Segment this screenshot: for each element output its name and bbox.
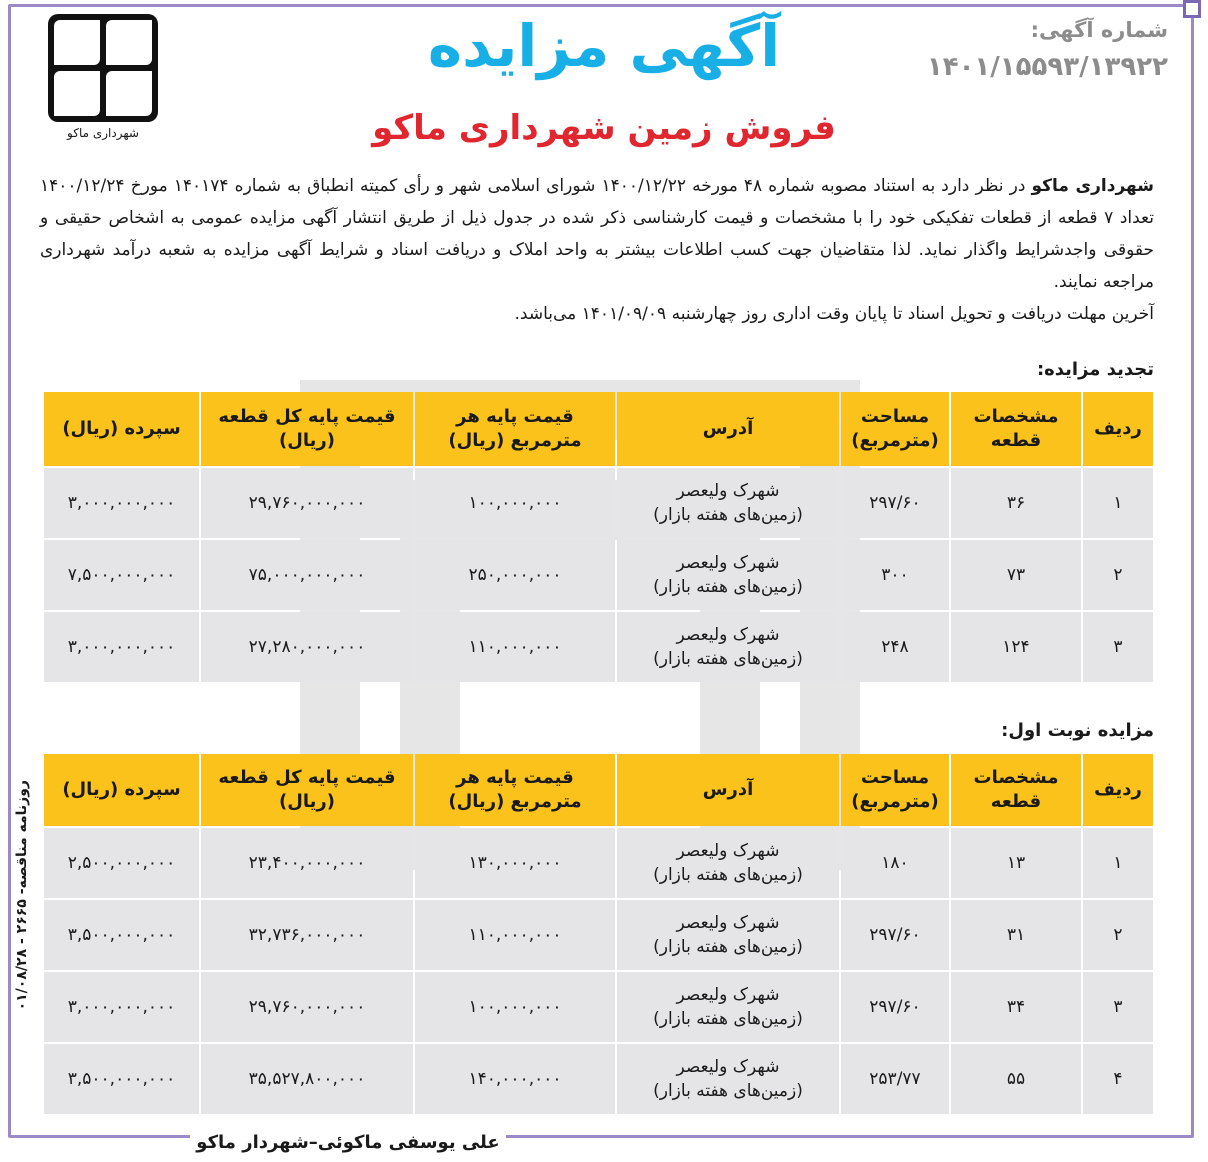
table-cell: ۱۳	[951, 828, 1081, 898]
table-cell: ۲۷,۲۸۰,۰۰۰,۰۰۰	[201, 612, 413, 682]
renewed-auction-table	[42, 390, 1155, 684]
ad-number: ۱۴۰۱/۱۵۵۹۳/۱۳۹۲۲	[926, 52, 1168, 82]
table-cell: ۳۵,۵۲۷,۸۰۰,۰۰۰	[201, 1044, 413, 1114]
col-header: ردیف	[1083, 392, 1153, 466]
intro-text: در نظر دارد به استناد مصوبه شماره ۴۸ مورخه ۱۴۰۰/۱۲/۲۲ شورای اسلامی شهر و رأی کمیته انطباق به شماره ۱۴۰۱۷۴ مورخ ۱۴۰۰/۱۲/۲۴ تعداد ۷ قطعه از قطعات تفکیکی خود را با مشخصات و قیمت کارشناسی ذکر شده در جدول ذیل از طریق انتشار آگهی مزایده عمومی به اشخاص حقیقی و حقوقی واجدشرایط واگذار نماید. لذا متقاضیان جهت کسب اطلاعات بیشتر به واحد املاک و دریافت اسناد و شرایط آگهی مزایده به شعبه درآمد شهرداری مراجعه نمایند.	[40, 176, 1154, 292]
table-row	[44, 612, 1153, 682]
table-cell: شهرک ولیعصر (زمین‌های هفته بازار)	[617, 972, 839, 1042]
first-auction-table	[42, 752, 1155, 1116]
table-cell: ۲۹۷/۶۰	[841, 468, 949, 538]
col-header: قیمت پایه کل قطعه (ریال)	[201, 392, 413, 466]
table-cell: شهرک ولیعصر (زمین‌های هفته بازار)	[617, 612, 839, 682]
col-header: سپرده (ریال)	[44, 392, 199, 466]
table-cell: ۱۲۴	[951, 612, 1081, 682]
table-cell: ۳,۰۰۰,۰۰۰,۰۰۰	[44, 468, 199, 538]
table-cell: ۳۰۰	[841, 540, 949, 610]
table-cell: ۲۵۰,۰۰۰,۰۰۰	[415, 540, 615, 610]
table-cell: ۱۴۰,۰۰۰,۰۰۰	[415, 1044, 615, 1114]
table-cell: ۱	[1083, 828, 1153, 898]
table-cell: ۳۴	[951, 972, 1081, 1042]
table-cell: ۳	[1083, 972, 1153, 1042]
table-row	[44, 1044, 1153, 1114]
table-cell: ۲۹,۷۶۰,۰۰۰,۰۰۰	[201, 468, 413, 538]
table-cell: ۲۹,۷۶۰,۰۰۰,۰۰۰	[201, 972, 413, 1042]
renewed-auction-title: تجدید مزایده:	[1036, 359, 1154, 380]
table-header-row	[44, 392, 1153, 466]
table-row	[44, 828, 1153, 898]
table-cell: ۳۶	[951, 468, 1081, 538]
table-row	[44, 972, 1153, 1042]
table-row	[44, 468, 1153, 538]
col-header: قیمت پایه هر مترمربع (ریال)	[415, 754, 615, 826]
col-header: قیمت پایه کل قطعه (ریال)	[201, 754, 413, 826]
table-cell: شهرک ولیعصر (زمین‌های هفته بازار)	[617, 540, 839, 610]
table-cell: ۳,۵۰۰,۰۰۰,۰۰۰	[44, 1044, 199, 1114]
table-cell: ۷۵,۰۰۰,۰۰۰,۰۰۰	[201, 540, 413, 610]
table-cell: ۲	[1083, 900, 1153, 970]
table-cell: ۳,۰۰۰,۰۰۰,۰۰۰	[44, 972, 199, 1042]
intro-deadline: آخرین مهلت دریافت و تحویل اسناد تا پایان وقت اداری روز چهارشنبه ۱۴۰۱/۰۹/۰۹ می‌باشد.	[514, 304, 1154, 324]
newspaper-side-note: روزنامه مناقصه- ۲۶۶۵ - ۰۱/۰۸/۲۸	[14, 780, 30, 1011]
table-cell: ۴	[1083, 1044, 1153, 1114]
ad-number-label: شماره آگهی:	[1030, 18, 1168, 42]
logo-caption: شهرداری ماکو	[67, 126, 139, 140]
table-cell: ۳	[1083, 612, 1153, 682]
table-cell: شهرک ولیعصر (زمین‌های هفته بازار)	[617, 468, 839, 538]
logo-emblem-icon	[48, 14, 158, 122]
table-cell: ۱۰۰,۰۰۰,۰۰۰	[415, 972, 615, 1042]
table-cell: ۲۵۳/۷۷	[841, 1044, 949, 1114]
table-row	[44, 900, 1153, 970]
table-header-row	[44, 754, 1153, 826]
table-cell: ۱۳۰,۰۰۰,۰۰۰	[415, 828, 615, 898]
intro-paragraph	[40, 170, 1154, 330]
footer-signature: علی یوسفی ماکوئی–شهردار ماکو	[190, 1128, 506, 1156]
table-cell: ۱	[1083, 468, 1153, 538]
table-cell: ۱۰۰,۰۰۰,۰۰۰	[415, 468, 615, 538]
page-title: آگهی مزایده	[427, 12, 781, 80]
col-header: سپرده (ریال)	[44, 754, 199, 826]
table-cell: ۳۲,۷۳۶,۰۰۰,۰۰۰	[201, 900, 413, 970]
table-cell: ۷۳	[951, 540, 1081, 610]
table-cell: شهرک ولیعصر (زمین‌های هفته بازار)	[617, 900, 839, 970]
col-header: مساحت (مترمربع)	[841, 754, 949, 826]
table-cell: ۱۸۰	[841, 828, 949, 898]
municipality-logo	[40, 14, 166, 140]
table-row	[44, 540, 1153, 610]
table-cell: شهرک ولیعصر (زمین‌های هفته بازار)	[617, 1044, 839, 1114]
table-cell: شهرک ولیعصر (زمین‌های هفته بازار)	[617, 828, 839, 898]
table-cell: ۲۴۸	[841, 612, 949, 682]
table-cell: ۱۱۰,۰۰۰,۰۰۰	[415, 612, 615, 682]
table-cell: ۱۱۰,۰۰۰,۰۰۰	[415, 900, 615, 970]
table-cell: ۲,۵۰۰,۰۰۰,۰۰۰	[44, 828, 199, 898]
col-header: آدرس	[617, 392, 839, 466]
col-header: آدرس	[617, 754, 839, 826]
first-auction-title: مزایده نوبت اول:	[1001, 720, 1154, 741]
col-header: مشخصات قطعه	[951, 754, 1081, 826]
table-cell: ۵۵	[951, 1044, 1081, 1114]
page-subtitle: فروش زمین شهرداری ماکو	[372, 108, 836, 148]
table-cell: ۲۹۷/۶۰	[841, 900, 949, 970]
table-cell: ۳,۵۰۰,۰۰۰,۰۰۰	[44, 900, 199, 970]
table-cell: ۳,۰۰۰,۰۰۰,۰۰۰	[44, 612, 199, 682]
table-cell: ۲۳,۴۰۰,۰۰۰,۰۰۰	[201, 828, 413, 898]
col-header: مساحت (مترمربع)	[841, 392, 949, 466]
col-header: ردیف	[1083, 754, 1153, 826]
table-cell: ۷,۵۰۰,۰۰۰,۰۰۰	[44, 540, 199, 610]
col-header: قیمت پایه هر مترمربع (ریال)	[415, 392, 615, 466]
col-header: مشخصات قطعه	[951, 392, 1081, 466]
table-cell: ۲	[1083, 540, 1153, 610]
table-cell: ۲۹۷/۶۰	[841, 972, 949, 1042]
intro-subject: شهرداری ماکو	[1031, 176, 1154, 196]
table-cell: ۳۱	[951, 900, 1081, 970]
